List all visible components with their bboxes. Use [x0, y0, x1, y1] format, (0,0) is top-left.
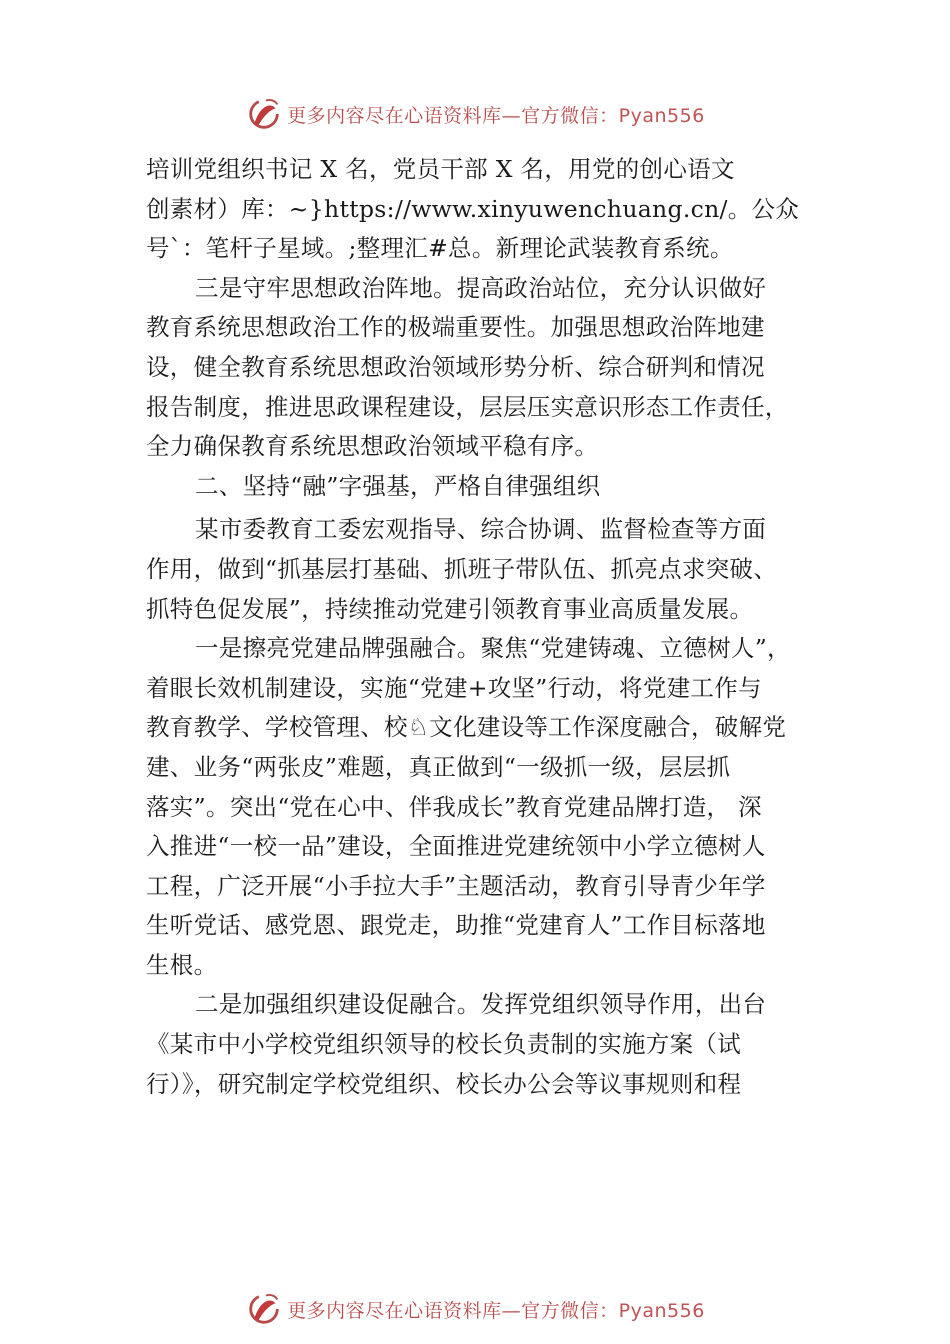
- text-line: 工程，广泛开展“小手拉大手”主题活动，教育引导青少年学: [146, 871, 766, 900]
- header-banner: [0, 92, 950, 136]
- paragraph-start-line: 一是擦亮党建品牌强融合。聚焦“党建铸魂、立德树人”，: [195, 634, 791, 663]
- footer-banner: [0, 1287, 950, 1331]
- text-line: 落实”。突出“党在心中、伴我成长”教育党建品牌打造， 深: [146, 792, 762, 821]
- text-line: 教育教学、学校管理、校♘文化建设等工作深度融合，破解党: [146, 713, 787, 742]
- text-line: 培训党组织书记 X 名，党员干部 X 名，用党的创心语文: [146, 155, 735, 183]
- text-line: 创素材）库：~}https://www.xinyuwenchuang.cn/。公众: [146, 194, 800, 223]
- text-line: 生听党话、感党恩、跟党走，助推“党建育人”工作目标落地: [146, 911, 766, 940]
- red-brush-swirl-logo-icon: [245, 95, 283, 133]
- paragraph-start-line: 二是加强组织建设促融合。发挥党组织领导作用，出台: [195, 990, 767, 1019]
- text-line: 号`：笔杆子星域。;整理汇#总。新理论武装教育系统。: [146, 234, 734, 263]
- header-banner-id: Pyan556: [618, 104, 705, 127]
- section-heading: 二、坚持“融”字强基，严格自律强组织: [195, 471, 601, 500]
- footer-banner-cn: 更多内容尽在心语资料库—官方微信：: [287, 1299, 619, 1322]
- footer-banner-id: Pyan556: [618, 1299, 705, 1322]
- text-line: 全力确保教育系统思想政治领域平稳有序。: [146, 432, 599, 461]
- text-line: 报告制度，推进思政课程建设，层层压实意识形态工作责任，: [146, 392, 789, 421]
- paragraph-start-line: 三是守牢思想政治阵地。提高政治站位，充分认识做好: [195, 273, 767, 302]
- footer-banner-text: [287, 1296, 705, 1323]
- footer-banner-content: [245, 1290, 705, 1328]
- text-line: 设，健全教育系统思想政治领域形势分析、综合研判和情况: [146, 352, 765, 381]
- document-body: [146, 150, 826, 1104]
- text-line: 入推进“一校一品”建设，全面推进党建统领中小学立德树人: [146, 832, 766, 861]
- text-line: 《某市中小学校党组织领导的校长负责制的实施方案（试: [146, 1030, 741, 1059]
- text-line: 着眼长效机制建设，实施“党建+攻坚”行动，将党建工作与: [146, 673, 762, 702]
- text-line: 行）》，研究制定学校党组织、校长办公会等议事规则和程: [146, 1069, 742, 1098]
- text-line: 抓特色促发展”，持续推动党建引领教育事业高质量发展。: [146, 594, 754, 623]
- header-banner-cn: 更多内容尽在心语资料库—官方微信：: [287, 104, 619, 127]
- text-line: 生根。: [146, 950, 218, 979]
- header-banner-content: [245, 95, 705, 133]
- text-line: 教育系统思想政治工作的极端重要性。加强思想政治阵地建: [146, 313, 765, 342]
- paragraph-start-line: 某市委教育工委宏观指导、综合协调、监督检查等方面: [195, 515, 767, 544]
- header-banner-text: [287, 101, 705, 128]
- text-line: 建、业务“两张皮”难题，真正做到“一级抓一级，层层抓: [146, 752, 731, 781]
- red-brush-swirl-logo-icon: [245, 1290, 283, 1328]
- text-line: 作用，做到“抓基层打基础、抓班子带队伍、抓亮点求突破、: [146, 554, 778, 583]
